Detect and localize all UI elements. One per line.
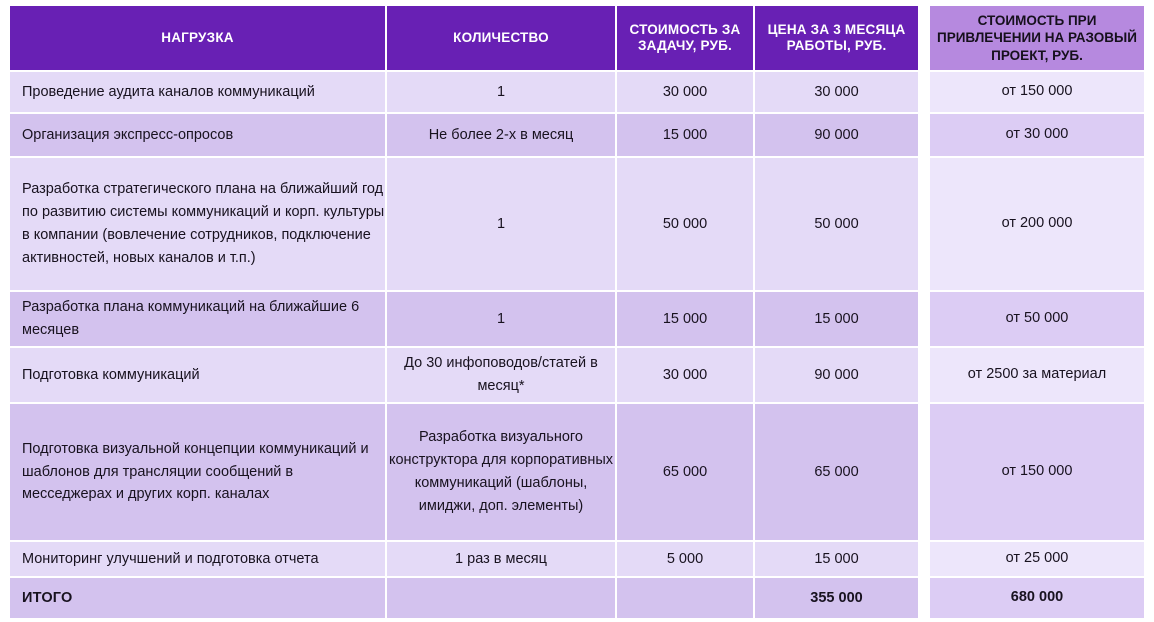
cell-price-one-off: от 25 000 xyxy=(930,542,1144,576)
table-row xyxy=(10,114,918,156)
cell-quantity: 1 xyxy=(387,72,615,112)
cell-quantity: 1 xyxy=(387,158,615,290)
column-header-price-per-task: СТОИМОСТЬ ЗА ЗАДАЧУ, РУБ. xyxy=(617,6,753,70)
cell-task: Мониторинг улучшений и подготовка отчета xyxy=(10,542,385,576)
side-row xyxy=(930,72,1144,112)
table-row xyxy=(10,292,918,346)
cell-price-per-task: 30 000 xyxy=(617,72,753,112)
cell-price-one-off: от 150 000 xyxy=(930,72,1144,112)
pricing-table-main xyxy=(8,4,920,620)
table-header-row xyxy=(10,6,918,70)
pricing-table-one-off-column xyxy=(930,4,1144,620)
cell-price-per-task: 30 000 xyxy=(617,348,753,402)
cell-price-per-task: 15 000 xyxy=(617,114,753,156)
total-price-per-task xyxy=(617,578,753,618)
side-row xyxy=(930,292,1144,346)
cell-price-per-task: 5 000 xyxy=(617,542,753,576)
cell-price-per-task: 65 000 xyxy=(617,404,753,540)
cell-task: Подготовка коммуникаций xyxy=(10,348,385,402)
side-row xyxy=(930,542,1144,576)
cell-task: Разработка стратегического плана на ближайший год по развитию системы коммуникаций и корп. культуры в компании (вовлечение сотрудников, подключение активностей, новых каналов и т.п.) xyxy=(10,158,385,290)
cell-task: Организация экспресс-опросов xyxy=(10,114,385,156)
column-header-quantity: КОЛИЧЕСТВО xyxy=(387,6,615,70)
total-label: ИТОГО xyxy=(10,578,385,618)
cell-price-3-months: 50 000 xyxy=(755,158,918,290)
table-row xyxy=(10,158,918,290)
cell-price-one-off: от 50 000 xyxy=(930,292,1144,346)
cell-price-3-months: 30 000 xyxy=(755,72,918,112)
column-header-price-3-months: ЦЕНА ЗА 3 МЕСЯЦА РАБОТЫ, РУБ. xyxy=(755,6,918,70)
cell-quantity: 1 xyxy=(387,292,615,346)
table-row xyxy=(10,542,918,576)
table-row xyxy=(10,348,918,402)
cell-price-3-months: 15 000 xyxy=(755,292,918,346)
cell-price-3-months: 90 000 xyxy=(755,114,918,156)
cell-task: Подготовка визуальной концепции коммуникаций и шаблонов для трансляции сообщений в месседжерах и других корп. каналах xyxy=(10,404,385,540)
cell-quantity: До 30 инфоповодов/статей в месяц* xyxy=(387,348,615,402)
cell-price-per-task: 15 000 xyxy=(617,292,753,346)
table-total-row xyxy=(10,578,918,618)
side-total-row xyxy=(930,578,1144,618)
cell-price-one-off: от 150 000 xyxy=(930,404,1144,540)
table-row xyxy=(10,404,918,540)
total-price-one-off: 680 000 xyxy=(930,578,1144,618)
side-row xyxy=(930,404,1144,540)
table-row xyxy=(10,72,918,112)
side-header-row xyxy=(930,6,1144,70)
side-row xyxy=(930,158,1144,290)
cell-price-3-months: 65 000 xyxy=(755,404,918,540)
cell-task: Разработка плана коммуникаций на ближайшие 6 месяцев xyxy=(10,292,385,346)
cell-price-per-task: 50 000 xyxy=(617,158,753,290)
cell-quantity: 1 раз в месяц xyxy=(387,542,615,576)
column-header-task: НАГРУЗКА xyxy=(10,6,385,70)
side-row xyxy=(930,348,1144,402)
cell-price-one-off: от 2500 за материал xyxy=(930,348,1144,402)
total-quantity xyxy=(387,578,615,618)
column-header-price-one-off: СТОИМОСТЬ ПРИ ПРИВЛЕЧЕНИИ НА РАЗОВЫЙ ПРОЕКТ, РУБ. xyxy=(930,6,1144,70)
cell-price-one-off: от 30 000 xyxy=(930,114,1144,156)
side-row xyxy=(930,114,1144,156)
cell-quantity: Разработка визуального конструктора для корпоративных коммуникаций (шаблоны, имиджи, доп. элементы) xyxy=(387,404,615,540)
total-price-3-months: 355 000 xyxy=(755,578,918,618)
cell-task: Проведение аудита каналов коммуникаций xyxy=(10,72,385,112)
cell-price-3-months: 15 000 xyxy=(755,542,918,576)
cell-price-one-off: от 200 000 xyxy=(930,158,1144,290)
cell-price-3-months: 90 000 xyxy=(755,348,918,402)
cell-quantity: Не более 2-х в месяц xyxy=(387,114,615,156)
